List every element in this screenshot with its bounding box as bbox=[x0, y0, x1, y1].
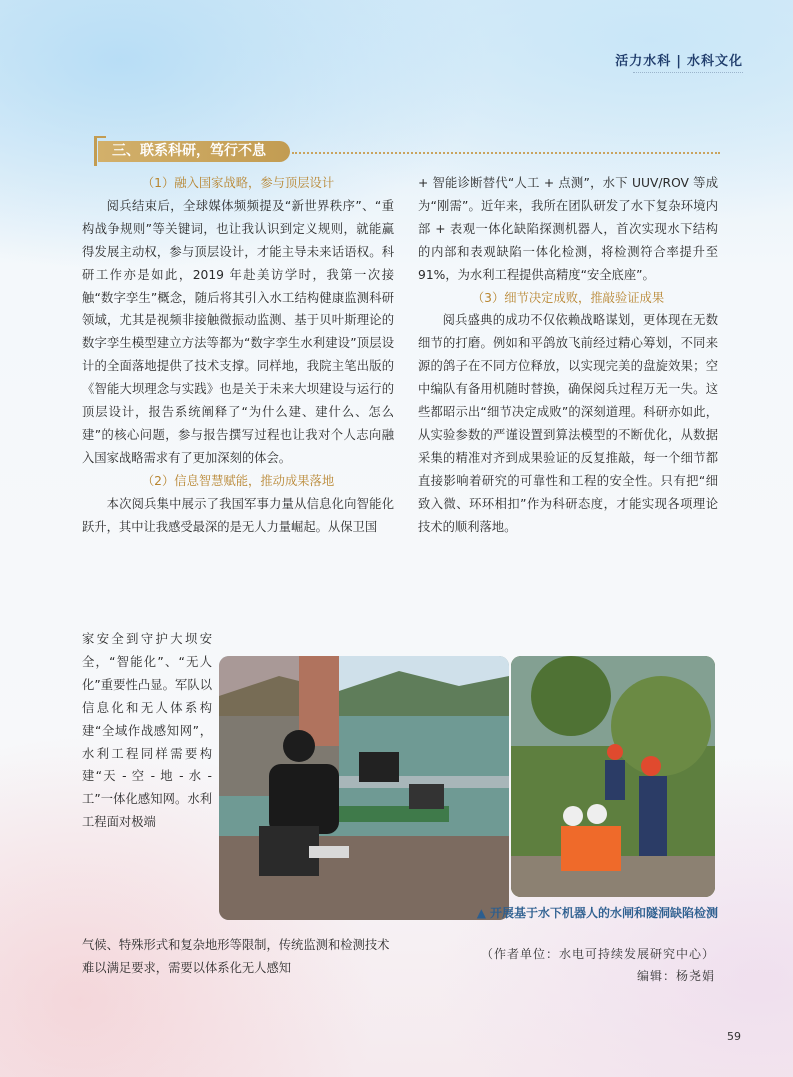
header-separator: | bbox=[676, 54, 682, 69]
right-paragraph-2: 阅兵盛典的成功不仅依赖战略谋划，更体现在无数细节的打磨。例如和平鸽放飞前经过精心筹划，不同来源的鸽子在不同方位释放，以实现完美的盘旋效果；空中编队有备用机随时替换，确保阅兵过程万无一失。这些都昭示出“细节决定成败”的深刻道理。科研亦如此，从实验参数的严谨设置到算法模型的不断优化，从数据采集的精准对齐到成果验证的反复推敲，每一个细节都直接影响着研究的可靠性和工程的安全性。只有把“细致入微、环环相扣”作为科研态度，才能实现各项理论技术的顺利落地。 bbox=[418, 313, 718, 534]
subheading-3: （3）细节决定成败，推敲验证成果 bbox=[471, 290, 665, 305]
caption-triangle-icon: ▲ bbox=[476, 906, 486, 920]
bottom-paragraph: 气候、特殊形式和复杂地形等限制，传统监测和检测技术难以满足要求，需要以体系化无人感知 bbox=[82, 938, 390, 975]
author-affiliation: （作者单位：水电可持续发展研究中心） bbox=[480, 947, 715, 961]
caption-text: 开展基于水下机器人的水闸和隧洞缺陷检测 bbox=[489, 906, 718, 920]
left-paragraph-1: 阅兵结束后，全球媒体频频提及“新世界秩序”、“重构战争规则”等关键词，也让我认识到定义规则，就能赢得发展主动权，参与顶层设计，才能主导未来话语权。科研工作亦是如此，2019 年赴美访学时，我第一次接触“数字孪生”概念，随后将其引入水工结构健康监测科研领域，尤其是视频非接触微振动监测、基于贝叶斯理论的数字孪生模型建立方法等都为“数字孪生水利建设”顶层设计的全面落地提供了技术支撑。同样地，我院主笔出版的《智能大坝理念与实践》也是关于未来大坝建设与运行的顶层设计，报告系统阐释了“为什么建、建什么、怎么建”的核心问题，参与报告撰写过程也让我对个人志向融入国家战略需求有了更加深刻的体会。 bbox=[82, 198, 394, 465]
photo-field-workers bbox=[511, 656, 715, 897]
header-tag bbox=[615, 50, 743, 69]
section-dotted-rule bbox=[292, 152, 720, 154]
left-paragraph-2: 本次阅兵集中展示了我国军事力量从信息化向智能化跃升，其中让我感受最深的是无人力量崛起。从保卫国 bbox=[82, 496, 394, 534]
subheading-1: （1）融入国家战略，参与顶层设计 bbox=[141, 176, 335, 190]
author-block bbox=[481, 943, 715, 987]
left-column bbox=[82, 172, 394, 539]
section-title: 三、联系科研，笃行不息 bbox=[98, 141, 290, 162]
header-rule bbox=[633, 72, 743, 73]
header-category: 活力水科 bbox=[615, 54, 672, 69]
right-paragraph-1: + 智能诊断替代“人工 + 点测”，水下 UUV/ROV 等成为“刚需”。近年来，我所在团队研发了水下复杂环境内部 + 表观一体化缺陷探测机器人，首次实现水下结构的内部和表观缺陷一体化检测，将检测符合率提升至 91%，为水利工程提供高精度“安全底座”。 bbox=[418, 176, 718, 282]
header-column: 水科文化 bbox=[686, 54, 743, 69]
photo-caption bbox=[448, 904, 718, 921]
subheading-2: （2）信息智慧赋能，推动成果落地 bbox=[141, 473, 335, 488]
wrap-paragraph: 家安全到守护大坝安全，“智能化”、“无人化”重要性凸显。军队以信息化和无人体系构建“全域作战感知网”，水利工程同样需要构建“天 - 空 - 地 - 水 - 工”一体化感知网。水利工程面对极端 bbox=[82, 632, 212, 830]
bottom-text bbox=[82, 934, 394, 980]
right-column bbox=[418, 172, 718, 539]
photo-reservoir-laptop bbox=[219, 656, 509, 920]
editor-name: 编辑：杨尧娟 bbox=[636, 969, 715, 983]
page-number: 59 bbox=[727, 1030, 741, 1043]
wrap-text-column bbox=[82, 628, 212, 834]
